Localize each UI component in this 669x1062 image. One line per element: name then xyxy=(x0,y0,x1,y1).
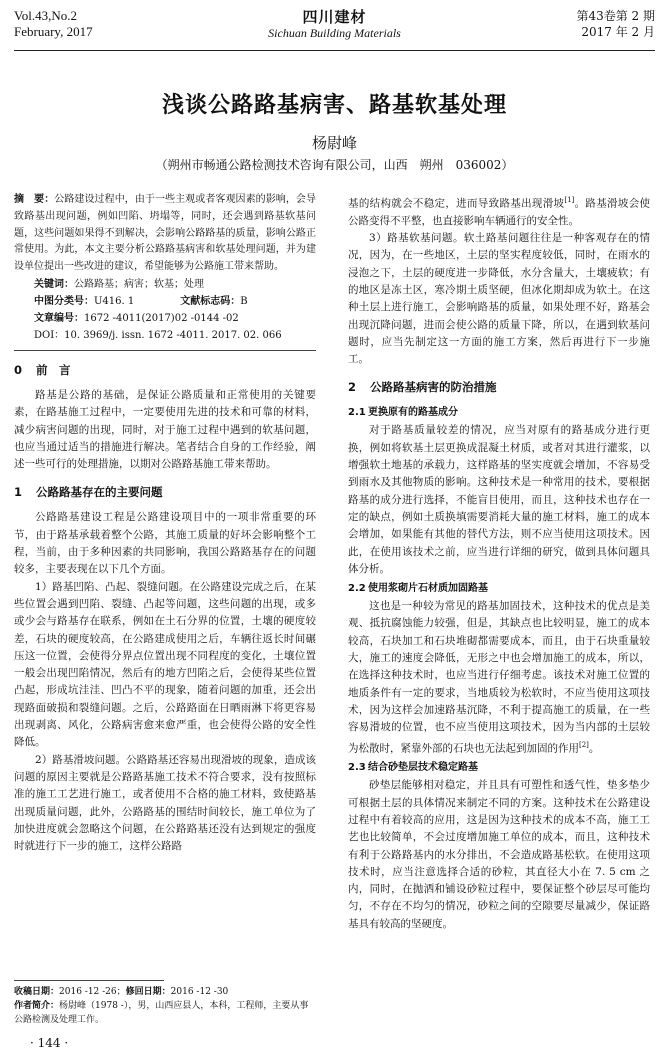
author-affiliation: （朔州市畅通公路检测技术咨询有限公司，山西 朔州 036002） xyxy=(155,158,514,172)
revised-date: 2016 -12 -30 xyxy=(170,987,229,997)
subsection-title: 更换原有的路基成分 xyxy=(368,407,458,419)
section-title: 公路路基病害的防治措施 xyxy=(370,380,497,395)
subsection-heading-2-3 xyxy=(348,759,650,776)
right-column xyxy=(348,192,650,933)
subsection-title: 使用浆砌片石材质加固路基 xyxy=(368,583,488,595)
subsection-title: 结合砂垫层技术稳定路基 xyxy=(368,762,478,774)
doc-code-value: B xyxy=(240,295,248,307)
keywords xyxy=(14,276,316,293)
dates-line xyxy=(14,985,316,999)
paragraph: 1）路基凹陷、凸起、裂缝问题。在公路建设完成之后，在某些位置会遇到凹陷、裂缝、凸起等问题，这些问题的出现，或多或少会与路基存在联系，例如在土石分界的位置，土壤的硬度较差，石块的硬度较高，在公路建成使用之后，车辆往返长时间碾压这一位置，会使得分界点位置出现不同程度的变化，土壤位置一般会出现凹陷情况，然后有的地方凹陷之后，会使得某些位置凸起，形成坑洼洼、凹凸不平的现象，随着问题的加重，还会出现路面破损和裂缝问题。之后，公路路面在日晒雨淋下将更容易出现剥离、风化，公路病害愈来愈严重，也会使得公路的安全性降低。 xyxy=(14,580,316,749)
header-right xyxy=(576,8,655,40)
section-heading-2 xyxy=(348,378,650,396)
article-no-value: 1672 -4011(2017)02 -0144 -02 xyxy=(84,312,239,324)
received-date: 2016 -12 -26； xyxy=(59,987,126,997)
received-label: 收稿日期： xyxy=(14,987,60,997)
footnote-divider xyxy=(14,980,164,981)
paragraph: 砂垫层能够相对稳定，并且具有可塑性和透气性，垫多垫少可根据土层的具体情况来制定不同的方案。这种技术在公路建设过程中有着较高的应用，这是因为这种技术的成本不高，施工工艺也比较简单，不会过度增加施工单位的成本，而且，这种技术有利于公路路基内的水分排出，不会造成路基松软。在使用这项技术时，应当注意选择合适的砂粒，其直径大小在 7. 5 cm 之内，同时，在抛洒和铺设砂粒过程中，要保证整个砂层尽可能均匀，不存在不均匀的情况，砂粒之间的空隙要尽量减少，保证路基具有较高的坚硬度。 xyxy=(348,779,650,930)
journal-logo: 四川建材 xyxy=(302,8,367,26)
paragraph: 路基是公路的基础，是保证公路质量和正常使用的关键要素，在路基施工过程中，一定要使用先进的技术和可靠的材料，减少病害问题的出现，同时，对于施工过程中遇到的软基问题，也应当通过适当的措施进行解决。笔者结合自身的工作经验，阐述一些可行的处理措施，以期对公路路基施工带来帮助。 xyxy=(14,388,316,471)
section-number: 1 xyxy=(14,485,23,500)
citation-ref: [2] xyxy=(579,740,589,749)
bio-text: 杨尉峰（1978 -），男，山西应县人，本科，工程师，主要从事公路检测及处理工作。 xyxy=(14,1001,309,1025)
paragraph-text: 。路基滑坡会使公路变得不平整，也直接影响车辆通行的安全性。 xyxy=(348,197,651,227)
date-cn: 2017 年 2 月 xyxy=(581,25,655,39)
section-heading-0 xyxy=(14,361,316,379)
subsection-number: 2.3 xyxy=(348,762,366,774)
abstract-label: 摘 要： xyxy=(14,194,55,205)
paragraph-text: 基的结构就会不稳定，进而导致路基出现滑坡 xyxy=(348,197,565,210)
subsection-number: 2.2 xyxy=(348,583,366,595)
section-title: 公路路基存在的主要问题 xyxy=(36,485,163,500)
doi xyxy=(14,327,316,344)
doi-label: DOI： xyxy=(34,329,65,341)
paragraph: 对于路基质量较差的情况，应当对原有的路基成分进行更换，例如将软基土层更换成混凝土材质，或者对其进行灌浆，以增强软土地基的承载力，这样路基的坚实度就会增加，不容易受到雨水及其他物质的影响。这种技术是一种常用的技术，要根据路基的成分进行选择，不能盲目使用，而且，这种技术也存在一定的缺点，例如土质换填需要消耗大量的施工材料，施工的成本会增加，如果能有其他的替代方法，则不应当使用这项技术。因此，在使用该技术之前，应当进行详细的研究，做到具体问题具体分析。 xyxy=(348,424,650,575)
left-column xyxy=(14,192,316,855)
clc-value: U416. 1 xyxy=(94,295,135,307)
page-number: · 144 · xyxy=(30,1036,69,1050)
article-no-label: 文章编号： xyxy=(34,312,84,324)
doi-value: 10. 3969/j. issn. 1672 -4011. 2017. 02. 066 xyxy=(64,329,282,341)
paragraph: 2）路基滑坡问题。公路路基还容易出现滑坡的现象，造成该问题的原因主要就是公路路基施工技术不符合要求，没有按照标准的施工工艺进行施工，或者使用不合格的施工材料，致使路基出现质量问题，此外，公路路基的围结时间较长，施工单位为了加快进度就会忽略这个问题，在公路路基还没有达到规定的强度时就进行下一步的施工，这样公路路 xyxy=(14,753,316,853)
article-author: 杨尉峰 xyxy=(311,134,357,152)
doc-code-label: 文献标志码： xyxy=(180,295,241,307)
paragraph-text: 这也是一种较为常见的路基加固技术，这种技术的优点是美观、抵抗腐蚀能力较强，但是，其缺点也比较明显，施工的成本较高，石块加工和石块堆砌都需要成本，而且，由于石块重量较大，施工的速度会降低，无形之中也会增加施工的成本，所以，在选择这种技术时，也应当进行仔细考虑。该技术对施工位置的地质条件有一定的要求，当地质较为松软时，不应当使用这项技术，因为这样会加速路基沉降，不利于提高施工的质量，在一些容易滑坡的位置，也不应当使用这项技术，因为当内部的土层较为松散时，紧靠外部的石块也无法起到加固的作用 xyxy=(348,600,650,755)
header-divider xyxy=(14,50,655,51)
keywords-text: 公路路基；病害；软基；处理 xyxy=(74,278,204,290)
abstract-text: 公路建设过程中，由于一些主观或者客观因素的影响，会导致路基出现问题，例如凹陷、坍塌等，同时，还会遇到路基软基问题，这些问题如果得不到解决，会影响公路路基的质量，影响公路正常使用。为此，本文主要分析公路路基病害和软基处理问题，并为建设单位提出一些改进的建议，希望能够为公路施工带来帮助。 xyxy=(14,194,317,273)
article-title: 浅谈公路路基病害、路基软基处理 xyxy=(161,93,507,118)
subsection-heading-2-2 xyxy=(348,580,650,597)
footnote xyxy=(14,985,316,1027)
classification-line xyxy=(14,293,316,310)
subsection-number: 2.1 xyxy=(348,407,366,419)
section-title: 前 言 xyxy=(36,362,71,377)
author-bio xyxy=(14,999,316,1027)
abstract xyxy=(14,192,316,276)
keywords-label: 关键词： xyxy=(34,278,74,290)
section-number: 2 xyxy=(348,380,357,395)
running-header xyxy=(14,8,655,50)
bio-label: 作者简介： xyxy=(14,1001,60,1011)
article-number xyxy=(14,310,316,327)
date-en: February, 2017 xyxy=(14,24,93,39)
paragraph-text: 。 xyxy=(588,742,600,755)
paragraph xyxy=(348,598,650,757)
volume-cn: 第43卷第 2 期 xyxy=(576,9,655,23)
subsection-heading-2-1 xyxy=(348,404,650,421)
section-heading-1 xyxy=(14,483,316,501)
journal-name-en: Sichuan Building Materials xyxy=(268,26,401,40)
header-center xyxy=(14,8,655,40)
paragraph: 3）路基软基问题。软土路基问题往往是一种客观存在的情况，因为，在一些地区，土层的坚实程度较低，同时，在雨水的浸泡之下，土层的硬度进一步降低，水分含量大，土壤疲软；有的地区是冻土区，寒冷期土质坚硬，但冰化期却成为软土。在这种土层上进行施工，会影响路基的质量，如果处理不好，路基会出现沉降问题，进而会使公路的质量下降，所以，在遇到软基问题时，应当先制定这一方面的施工方案，然后再进行下一步施工。 xyxy=(348,232,650,366)
paragraph xyxy=(348,192,650,230)
paragraph: 公路路基建设工程是公路建设项目中的一项非常重要的环节，由于路基承载着整个公路，其施工质量的好坏会影响整个工程，当前，由于多种因素的共同影响，我国公路路基存在的问题较多，主要表现在以下几个方面。 xyxy=(14,511,316,576)
revised-label: 修回日期： xyxy=(125,987,171,997)
citation-ref: [1] xyxy=(564,196,575,204)
section-number: 0 xyxy=(14,362,23,377)
clc-label: 中图分类号： xyxy=(34,295,94,307)
abstract-divider xyxy=(14,350,316,351)
volume-en: Vol.43,No.2 xyxy=(14,8,77,23)
